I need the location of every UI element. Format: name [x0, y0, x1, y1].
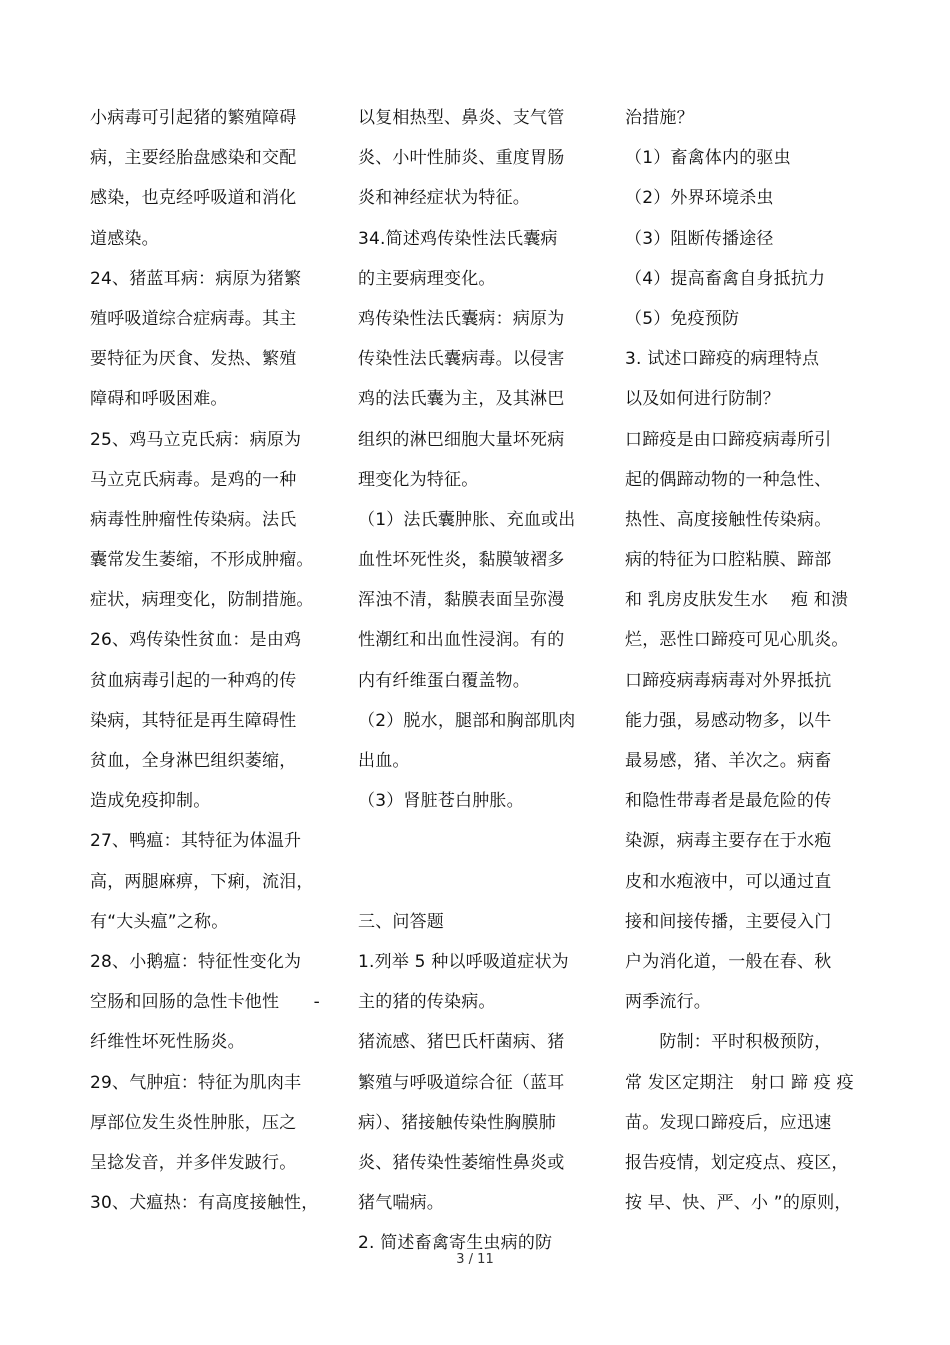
text-line: （5）免疫预防	[625, 308, 740, 329]
text-line: 主的猪的传染病。	[358, 992, 496, 1013]
text-line: 囊常发生萎缩，不形成肿瘤。	[90, 550, 314, 571]
text-column-1	[90, 98, 335, 1223]
text-line: 最易感，猪、羊次之。病畜	[625, 751, 832, 771]
text-line: 马立克氏病毒。是鸡的一种	[90, 469, 297, 490]
text-line: 小病毒可引起猪的繁殖障碍	[90, 108, 297, 128]
text-line: 和 乳房皮肤发生水 疱 和溃	[625, 590, 849, 611]
text-line: 要特征为厌食、发热、繁殖	[90, 349, 297, 370]
text-line: 24、猪蓝耳病：病原为猪繁	[90, 268, 302, 289]
text-line: 纤维性坏死性肠炎。	[90, 1032, 245, 1053]
text-line	[358, 862, 603, 902]
text-line: 病，主要经胎盘感染和交配	[90, 148, 297, 169]
text-line: 高，两腿麻痹，下痢，流泪，	[90, 871, 314, 892]
text-line: 烂，恶性口蹄疫可见心肌炎。	[625, 630, 849, 651]
text-line: 按 早、快、严、小 ”的原则，	[625, 1193, 852, 1214]
text-line	[358, 821, 603, 861]
text-line: （2）脱水，腿部和胸部肌肉	[358, 710, 576, 731]
text-line: 炎、猪传染性萎缩性鼻炎或	[358, 1152, 565, 1173]
text-line: 接和间接传播，主要侵入门	[625, 911, 832, 932]
text-line: 27、鸭瘟：其特征为体温升	[90, 831, 302, 852]
text-line: 报告疫情，划定疫点、疫区，	[625, 1152, 849, 1173]
text-line: 的主要病理变化。	[358, 268, 496, 289]
text-line: 理变化为特征。	[358, 469, 479, 490]
text-line: 血性坏死性炎，黏膜皱褶多	[358, 550, 565, 571]
text-line: 和隐性带毒者是最危险的传	[625, 791, 832, 812]
text-line: 户为消化道，一般在春、秋	[625, 951, 832, 972]
text-line: 病的特征为口腔粘膜、蹄部	[625, 550, 832, 571]
text-line: （3）肾脏苍白肿胀。	[358, 791, 524, 812]
text-line: （2）外界环境杀虫	[625, 188, 774, 209]
text-line: 传染性法氏囊病毒。以侵害	[358, 349, 565, 370]
text-line: 2. 简述畜禽寄生虫病的防	[358, 1233, 553, 1254]
text-line: 治措施？	[625, 108, 694, 128]
text-line: 皮和水疱液中，可以通过直	[625, 871, 832, 892]
text-line: 造成免疫抑制。	[90, 791, 211, 812]
text-line: 起的偶蹄动物的一种急性、	[625, 469, 832, 490]
text-line: 能力强，易感动物多，以牛	[625, 710, 832, 731]
text-line: 道感染。	[90, 228, 159, 249]
text-line: 空肠和回肠的急性卡他性 -	[90, 992, 320, 1013]
text-line: 贫血，全身淋巴组织萎缩，	[90, 751, 297, 771]
text-line: 三、问答题	[358, 911, 444, 932]
text-line: （1）法氏囊肿胀、充血或出	[358, 509, 576, 530]
text-line: 苗。发现口蹄疫后，应迅速	[625, 1112, 832, 1133]
text-line: 以及如何进行防制？	[625, 389, 780, 410]
text-line: 口蹄疫病毒病毒对外界抵抗	[625, 670, 832, 691]
text-line: 30、犬瘟热：有高度接触性，	[90, 1193, 319, 1214]
text-line: 热性、高度接触性传染病。	[625, 509, 832, 530]
text-line: 厚部位发生炎性肿胀，压之	[90, 1112, 297, 1133]
text-line: 防制：平时积极预防，	[625, 1032, 832, 1053]
text-line: 以复相热型、鼻炎、支气管	[358, 108, 565, 128]
text-line: 两季流行。	[625, 992, 711, 1013]
text-line: （4）提高畜禽自身抵抗力	[625, 268, 826, 289]
text-line: 殖呼吸道综合症病毒。其主	[90, 308, 297, 329]
text-line: 浑浊不清，黏膜表面呈弥漫	[358, 590, 565, 611]
text-line: 28、小鹅瘟：特征性变化为	[90, 951, 302, 972]
text-line: 鸡传染性法氏囊病：病原为	[358, 308, 565, 329]
text-line: 病毒性肿瘤性传染病。法氏	[90, 509, 297, 530]
text-line: 1.列举 5 种以呼吸道症状为	[358, 951, 569, 972]
text-line: 组织的淋巴细胞大量坏死病	[358, 429, 565, 450]
text-line: 病）、猪接触传染性胸膜肺	[358, 1112, 556, 1133]
page-number: 3 / 11	[456, 1252, 494, 1267]
text-line: 性潮红和出血性浸润。有的	[358, 630, 565, 651]
text-line: 3. 试述口蹄疫的病理特点	[625, 349, 820, 370]
text-line: 有“大头瘟”之称。	[90, 911, 229, 932]
text-line: 25、鸡马立克氏病：病原为	[90, 429, 302, 450]
text-line: 常 发区定期注 射口 蹄 疫 疫	[625, 1072, 854, 1093]
text-line: 鸡的法氏囊为主，及其淋巴	[358, 389, 565, 410]
text-line: 症状，病理变化，防制措施。	[90, 590, 314, 611]
text-line: 内有纤维蛋白覆盖物。	[358, 670, 530, 691]
text-line: （3）阻断传播途径	[625, 228, 774, 249]
text-line: 29、气肿疽：特征为肌肉丰	[90, 1072, 302, 1093]
text-line: 炎、小叶性肺炎、重度胃肠	[358, 148, 565, 169]
text-line: 染源，病毒主要存在于水疱	[625, 831, 832, 852]
text-column-2	[358, 98, 603, 1263]
text-line: 出血。	[358, 751, 410, 771]
text-line: 口蹄疫是由口蹄疫病毒所引	[625, 429, 832, 450]
text-line: 炎和神经症状为特征。	[358, 188, 530, 209]
text-line: 26、鸡传染性贫血：是由鸡	[90, 630, 302, 651]
text-line: 繁殖与呼吸道综合征（蓝耳	[358, 1072, 565, 1093]
text-line: 34.简述鸡传染性法氏囊病	[358, 228, 558, 249]
text-line: 猪流感、猪巴氏杆菌病、猪	[358, 1032, 565, 1053]
text-column-3	[625, 98, 870, 1223]
text-line: 感染，也克经呼吸道和消化	[90, 188, 297, 209]
text-line: 呈捻发音，并多伴发跛行。	[90, 1152, 297, 1173]
text-line: 贫血病毒引起的一种鸡的传	[90, 670, 297, 691]
text-line: （1）畜禽体内的驱虫	[625, 148, 791, 169]
text-line: 染病，其特征是再生障碍性	[90, 710, 297, 731]
text-line: 障碍和呼吸困难。	[90, 389, 228, 410]
text-line: 猪气喘病。	[358, 1193, 444, 1214]
